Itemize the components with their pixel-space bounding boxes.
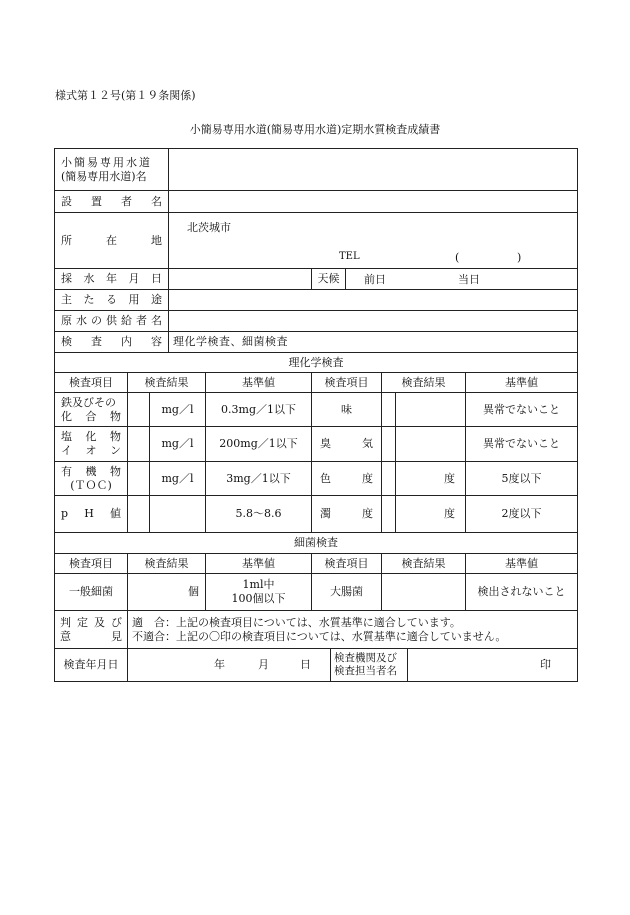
inspector-seal[interactable]: 印 bbox=[540, 658, 551, 672]
item-iron: 鉄及びその 化 合 物 bbox=[55, 393, 128, 426]
date-month: 月 bbox=[258, 658, 269, 671]
col-standard-2: 基準値 bbox=[505, 375, 538, 389]
weather-label: 天候 bbox=[312, 269, 346, 289]
location-row bbox=[55, 213, 577, 269]
result-toc-unit: mg／l bbox=[150, 462, 206, 495]
result-ecoli-blank[interactable] bbox=[382, 574, 466, 610]
judgement-fail-line: 不適合：上記の〇印の検査項目については、水質基準に適合していません。 bbox=[132, 629, 507, 643]
tel-paren-close: ) bbox=[517, 251, 522, 264]
bac-col-result: 検査結果 bbox=[128, 554, 206, 573]
inspection-content-label: 検 査 内 容 bbox=[55, 332, 169, 352]
std-ph: 5.8〜8.6 bbox=[206, 496, 312, 532]
result-odor-blank[interactable] bbox=[382, 427, 396, 461]
result-taste-blank[interactable] bbox=[382, 393, 396, 426]
result-color-unit: 度 bbox=[396, 462, 466, 495]
item-chloride: 塩 化 物 イ オ ン bbox=[55, 427, 128, 461]
result-taste-unit bbox=[396, 393, 466, 426]
weather-prev-label: 前日 bbox=[364, 273, 386, 286]
col-result: 検査結果 bbox=[128, 373, 206, 392]
physchem-header-row bbox=[55, 373, 577, 393]
std-taste: 異常でないこと bbox=[483, 402, 560, 416]
inspection-content-row bbox=[55, 332, 577, 353]
inspection-content-value: 理化学検査、細菌検査 bbox=[173, 335, 288, 349]
std-iron: 0.3mg／1以下 bbox=[206, 393, 312, 426]
physchem-section-row bbox=[55, 353, 577, 373]
item-general-bacteria: 一般細菌 bbox=[55, 574, 128, 610]
bacteria-header-row bbox=[55, 554, 577, 574]
bacteria-row bbox=[55, 574, 577, 611]
purpose-value[interactable] bbox=[169, 290, 577, 310]
result-odor-unit bbox=[396, 427, 466, 461]
judgement-text bbox=[128, 611, 577, 648]
physchem-section-title: 理化学検査 bbox=[288, 355, 344, 369]
physchem-row-chloride bbox=[55, 427, 577, 462]
physchem-row-ph bbox=[55, 496, 577, 533]
result-color-blank[interactable] bbox=[382, 462, 396, 495]
result-iron-blank[interactable] bbox=[128, 393, 150, 426]
inspection-date-label: 検査年月日 bbox=[55, 649, 128, 681]
weather-today-label: 当日 bbox=[458, 273, 480, 286]
tel-paren-open: ( bbox=[455, 251, 460, 264]
bac-col-result-2: 検査結果 bbox=[382, 554, 466, 573]
source-supplier-label: 原 水 の 供 給 者 名 bbox=[55, 311, 169, 331]
judgement-pass-line: 適 合：上記の検査項目については、水質基準に適合しています。 bbox=[132, 615, 461, 629]
std-general-bacteria: 1ml中 100個以下 bbox=[206, 574, 312, 610]
date-day: 日 bbox=[300, 658, 311, 671]
std-color: 5度以下 bbox=[501, 471, 542, 485]
judgement-label: 判 定 及 び 意 見 bbox=[55, 611, 128, 648]
inspector-label: 検査機関及び 検査担当者名 bbox=[331, 649, 408, 681]
installer-label: 設 置 者 名 bbox=[55, 191, 169, 212]
bac-col-standard-2: 基準値 bbox=[505, 556, 538, 570]
result-general-bacteria-unit[interactable]: 個 bbox=[128, 574, 206, 610]
weather-value-cell[interactable] bbox=[346, 269, 577, 289]
std-chloride: 200mg／1以下 bbox=[206, 427, 312, 461]
item-turbidity: 濁 度 bbox=[312, 496, 382, 532]
item-ecoli: 大腸菌 bbox=[312, 574, 382, 610]
purpose-row bbox=[55, 290, 577, 311]
item-color: 色 度 bbox=[312, 462, 382, 495]
std-odor: 異常でないこと bbox=[483, 437, 560, 451]
system-name-label-line2: (簡易専用水道)名 bbox=[61, 169, 147, 183]
result-turbidity-unit: 度 bbox=[396, 496, 466, 532]
inspection-form-table bbox=[54, 148, 578, 682]
col-result-2: 検査結果 bbox=[382, 373, 466, 392]
system-name-row bbox=[55, 149, 577, 191]
result-ph-blank[interactable] bbox=[128, 496, 150, 532]
footer-row bbox=[55, 649, 577, 681]
bacteria-section-title: 細菌検査 bbox=[294, 536, 338, 550]
physchem-row-toc bbox=[55, 462, 577, 496]
col-item-2: 検査項目 bbox=[312, 373, 382, 392]
result-chloride-blank[interactable] bbox=[128, 427, 150, 461]
item-taste: 味 bbox=[312, 393, 382, 426]
std-turbidity: 2度以下 bbox=[501, 507, 542, 521]
result-iron-unit: mg／l bbox=[150, 393, 206, 426]
system-name-value[interactable] bbox=[169, 149, 577, 190]
system-name-label bbox=[55, 149, 169, 190]
result-ph-unit bbox=[150, 496, 206, 532]
std-toc: 3mg／1以下 bbox=[206, 462, 312, 495]
col-standard: 基準値 bbox=[206, 373, 312, 392]
sampling-row bbox=[55, 269, 577, 290]
source-supplier-row bbox=[55, 311, 577, 332]
inspection-date-value[interactable] bbox=[128, 649, 331, 681]
item-ph: p H 値 bbox=[55, 496, 128, 532]
judgement-row bbox=[55, 611, 577, 649]
location-value: 北茨城市 bbox=[187, 221, 231, 234]
sampling-date-label: 採 水 年 月 日 bbox=[55, 269, 169, 289]
bacteria-section-row bbox=[55, 533, 577, 554]
item-toc: 有 機 物 (ＴＯＣ) bbox=[55, 462, 128, 495]
item-odor: 臭 気 bbox=[312, 427, 382, 461]
result-toc-blank[interactable] bbox=[128, 462, 150, 495]
location-value-cell[interactable] bbox=[169, 213, 577, 268]
tel-label: TEL bbox=[339, 251, 360, 262]
form-number: 様式第１２号(第１９条関係) bbox=[55, 89, 196, 102]
installer-value[interactable] bbox=[169, 191, 577, 212]
location-label: 所 在 地 bbox=[55, 213, 169, 268]
system-name-label-line1: 小簡易専用水道 bbox=[61, 155, 152, 169]
document-title: 小簡易専用水道(簡易専用水道)定期水質検査成績書 bbox=[189, 123, 441, 136]
bac-col-item: 検査項目 bbox=[55, 554, 128, 573]
installer-row bbox=[55, 191, 577, 213]
bac-col-standard: 基準値 bbox=[206, 554, 312, 573]
sampling-date-value[interactable] bbox=[169, 269, 312, 289]
result-chloride-unit: mg／l bbox=[150, 427, 206, 461]
bac-col-item-2: 検査項目 bbox=[312, 554, 382, 573]
physchem-row-iron bbox=[55, 393, 577, 427]
col-item: 検査項目 bbox=[55, 373, 128, 392]
result-turbidity-blank[interactable] bbox=[382, 496, 396, 532]
std-ecoli: 検出されないこと bbox=[477, 585, 566, 599]
source-supplier-value[interactable] bbox=[169, 311, 577, 331]
date-year: 年 bbox=[214, 658, 225, 671]
purpose-label: 主 た る 用 途 bbox=[55, 290, 169, 310]
